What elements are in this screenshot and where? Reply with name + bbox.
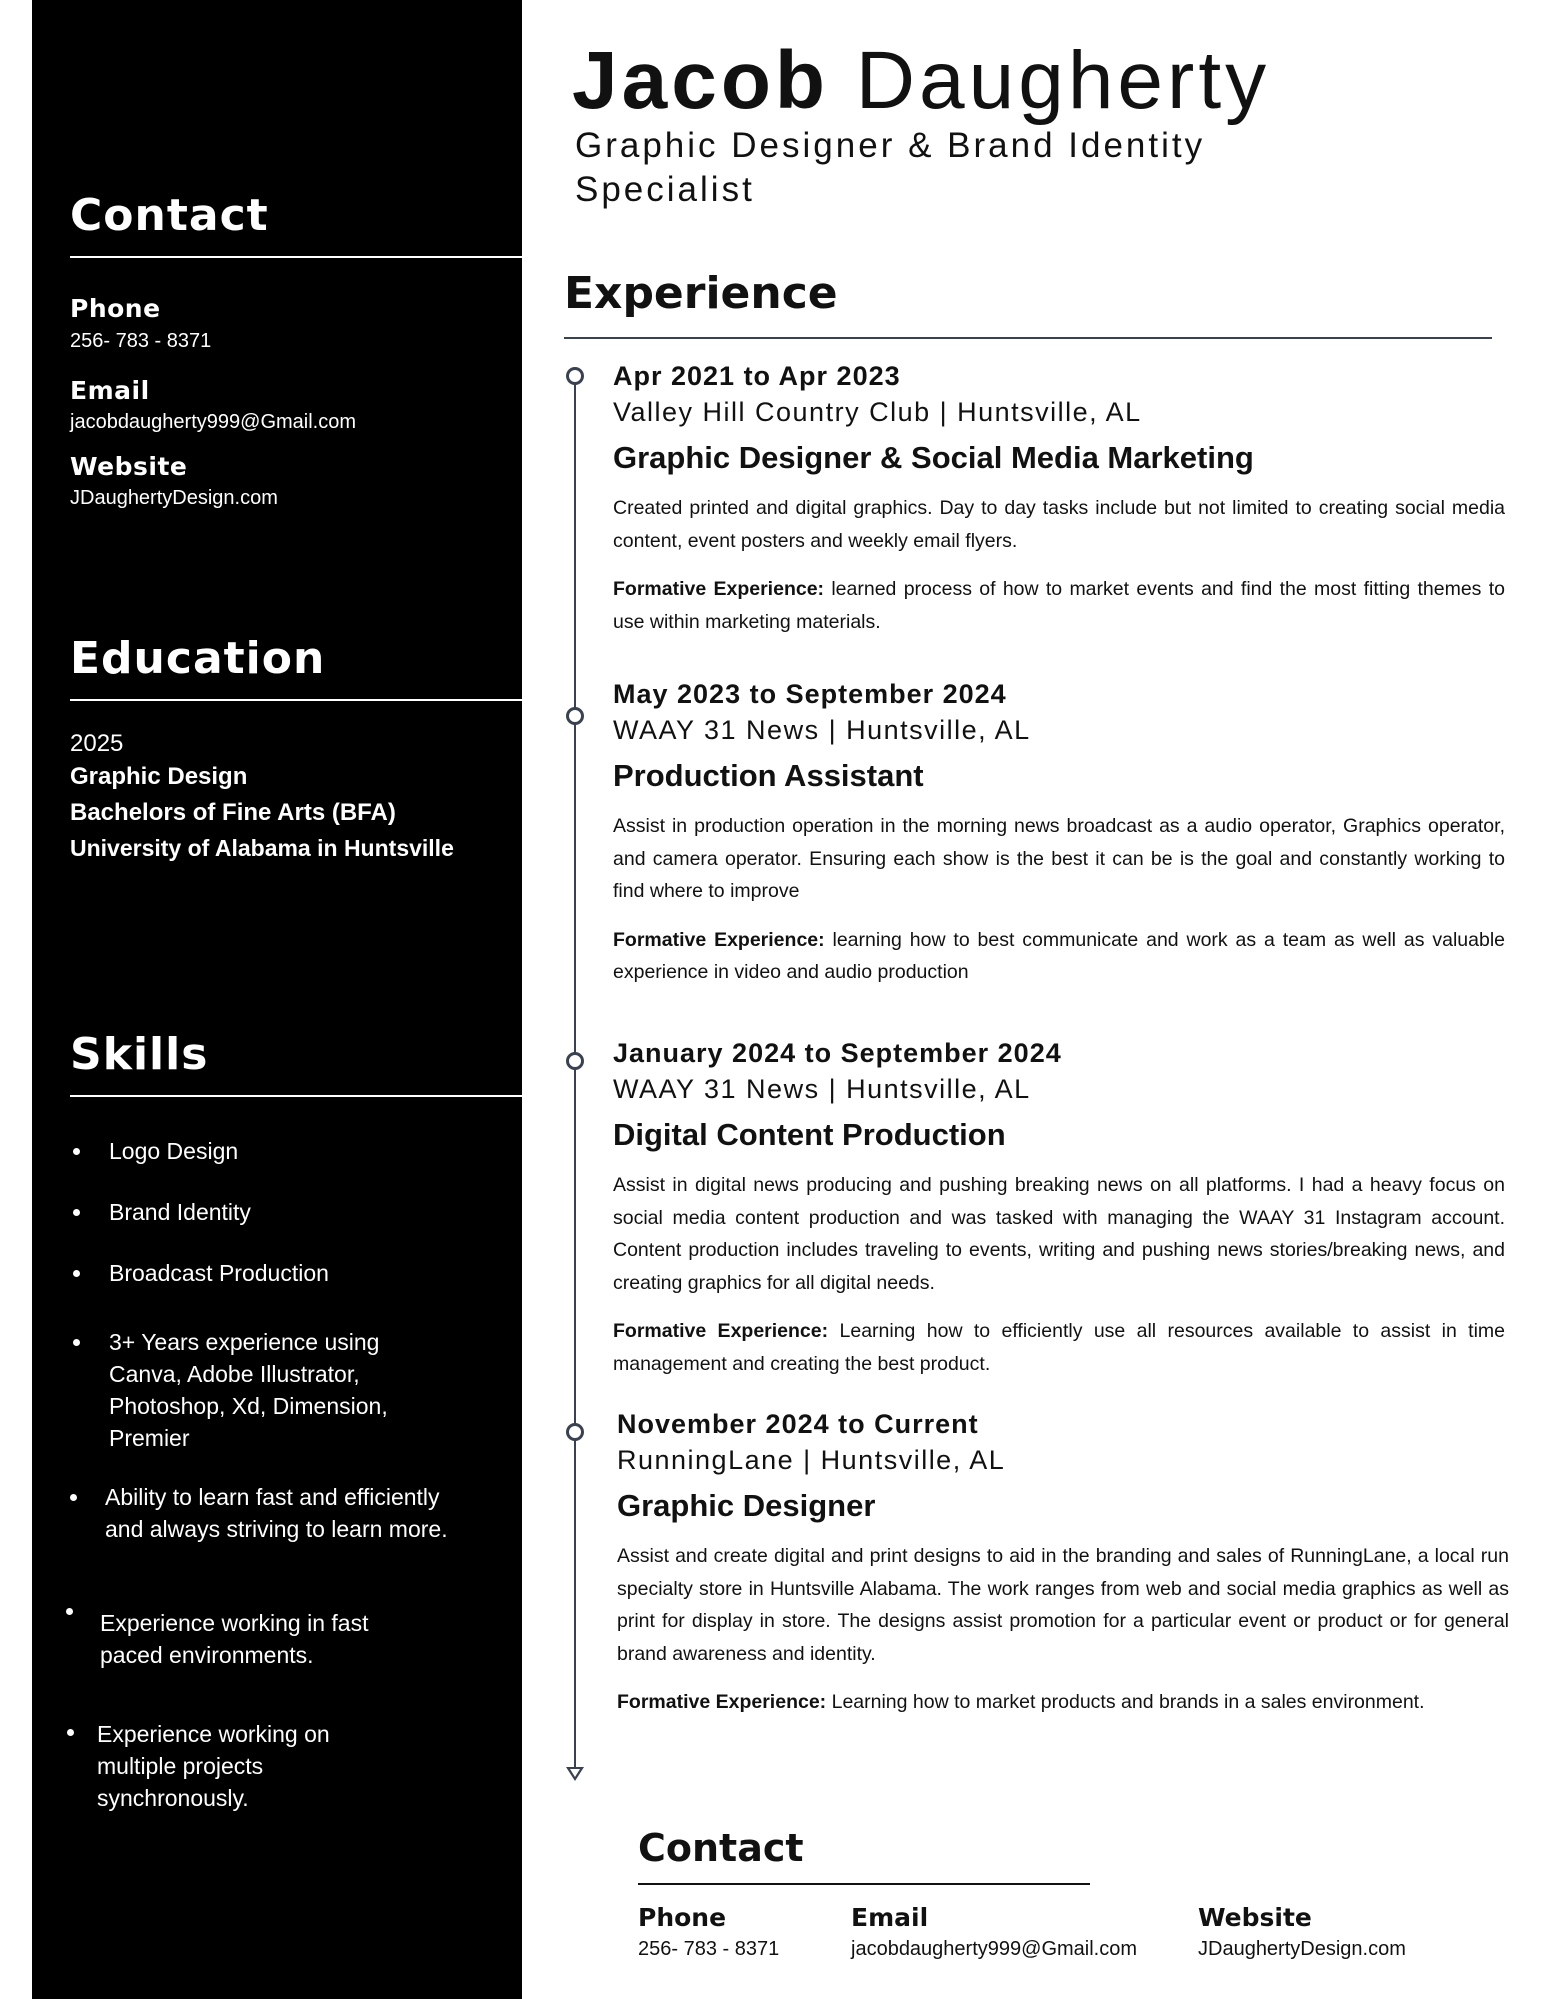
education-degree: Bachelors of Fine Arts (BFA) (70, 799, 396, 826)
bottom-phone-label: Phone (638, 1903, 727, 1932)
bottom-contact-heading: Contact (638, 1826, 804, 1870)
job-company: WAAY 31 News | Huntsville, AL (613, 1074, 1031, 1104)
candidate-role: Graphic Designer & Brand Identity Specialist (575, 126, 1206, 209)
experience-entry (613, 358, 1505, 638)
timeline-node-icon (566, 1423, 584, 1441)
education-divider (70, 699, 522, 701)
last-name: Daugherty (855, 35, 1271, 126)
skill-item: Broadcast Production (109, 1260, 329, 1286)
formative-text: Learning how to market products and brands in a sales environment. (831, 1691, 1425, 1713)
sidebar (32, 0, 522, 1999)
skills-heading: Skills (70, 1029, 209, 1080)
timeline-node-icon (566, 1052, 584, 1070)
bottom-website-value[interactable]: JDaughertyDesign.com (1198, 1938, 1406, 1960)
job-date: Apr 2021 to Apr 2023 (613, 361, 901, 391)
job-title: Digital Content Production (613, 1117, 1006, 1152)
job-company: WAAY 31 News | Huntsville, AL (613, 715, 1031, 745)
job-date: November 2024 to Current (617, 1409, 979, 1439)
timeline-node-icon (566, 367, 584, 385)
skill-item: Experience working on multiple projects synchronously. (97, 1721, 330, 1811)
job-title: Graphic Designer & Social Media Marketing (613, 440, 1254, 475)
job-date: January 2024 to September 2024 (613, 1038, 1062, 1068)
education-major: Graphic Design (70, 763, 248, 790)
skill-item: Ability to learn fast and efficiently and always striving to learn more. (105, 1484, 448, 1542)
job-date: May 2023 to September 2024 (613, 679, 1007, 709)
timeline-node-icon (566, 707, 584, 725)
education-year: 2025 (70, 730, 124, 757)
job-description: Assist in digital news producing and pushing breaking news on all platforms. I had a heavy focus on social media content production and was tasked with managing the WAAY 31 Instagram account. Content production includes traveling to events, writing and pushing news stories/breaking news, and creating graphics for all digital needs. (613, 1174, 1505, 1294)
job-company: Valley Hill Country Club | Huntsville, AL (613, 397, 1142, 427)
bullet-icon (66, 1608, 73, 1615)
job-title: Production Assistant (613, 758, 924, 793)
phone-value: 256- 783 - 8371 (70, 330, 212, 352)
bullet-icon (73, 1270, 80, 1277)
experience-divider (564, 337, 1492, 339)
experience-entry (617, 1406, 1509, 1719)
skill-item: 3+ Years experience using Canva, Adobe Illustrator, Photoshop, Xd, Dimension, Premier (109, 1329, 388, 1451)
candidate-name (572, 34, 1270, 128)
formative-label: Formative Experience: (613, 928, 825, 951)
job-description: Created printed and digital graphics. Day to day tasks include but not limited to creating social media content, event posters and weekly email flyers. (613, 497, 1505, 552)
bullet-icon (70, 1494, 77, 1501)
experience-entry (613, 676, 1505, 989)
phone-label: Phone (70, 294, 161, 323)
bullet-icon (67, 1729, 74, 1736)
formative-label: Formative Experience: (613, 1320, 829, 1342)
job-description: Assist in production operation in the morning news broadcast as a audio operator, Graphics operator, and camera operator. Ensuring each show is the best it can be is the goal and constantly working to find where to improve (613, 815, 1505, 902)
bottom-email-value[interactable]: jacobdaugherty999@Gmail.com (851, 1938, 1138, 1960)
bottom-contact-divider (638, 1883, 1090, 1885)
formative-experience (613, 1315, 1505, 1380)
bottom-phone-value: 256- 783 - 8371 (638, 1938, 780, 1960)
formative-label: Formative Experience: (617, 1691, 827, 1713)
skill-item: Brand Identity (109, 1199, 251, 1225)
skill-item: Experience working in fast paced environments. (100, 1610, 369, 1668)
formative-text: learning how to best communicate and work as a team as well as valuable experience in video and audio production (613, 928, 1505, 983)
email-value[interactable]: jacobdaugherty999@Gmail.com (70, 411, 357, 433)
bullet-icon (73, 1148, 80, 1155)
first-name: Jacob (572, 35, 829, 126)
timeline-line (574, 384, 576, 1770)
experience-entry (613, 1035, 1505, 1380)
job-company: RunningLane | Huntsville, AL (617, 1445, 1006, 1475)
bottom-website-label: Website (1198, 1903, 1312, 1932)
education-heading: Education (70, 633, 326, 684)
formative-text: Learning how to efficiently use all resources available to assist in time management and creating the best product. (613, 1320, 1506, 1375)
website-value[interactable]: JDaughertyDesign.com (70, 487, 278, 509)
bullet-icon (73, 1339, 80, 1346)
formative-label: Formative Experience: (613, 578, 825, 600)
job-title: Graphic Designer (617, 1488, 876, 1523)
contact-divider (70, 256, 522, 258)
bullet-icon (73, 1209, 80, 1216)
formative-experience (617, 1686, 1509, 1719)
education-school: University of Alabama in Huntsville (70, 835, 454, 861)
formative-experience (613, 924, 1505, 989)
email-label: Email (70, 376, 150, 405)
formative-text: learned process of how to market events and find the most fitting themes to use within marketing materials. (613, 578, 1505, 633)
experience-heading: Experience (564, 268, 838, 319)
contact-heading: Contact (70, 190, 269, 241)
bottom-email-label: Email (851, 1903, 929, 1932)
job-description: Assist and create digital and print designs to aid in the branding and sales of RunningLane, a local run specialty store in Huntsville Alabama. The work ranges from web and social media graphics as well as print for display in store. The designs assist promotion for a particular event or product or for general brand awareness and identity. (617, 1545, 1509, 1665)
formative-experience (613, 573, 1505, 638)
skill-item: Logo Design (109, 1138, 239, 1164)
skills-divider (70, 1095, 522, 1097)
website-label: Website (70, 452, 188, 481)
